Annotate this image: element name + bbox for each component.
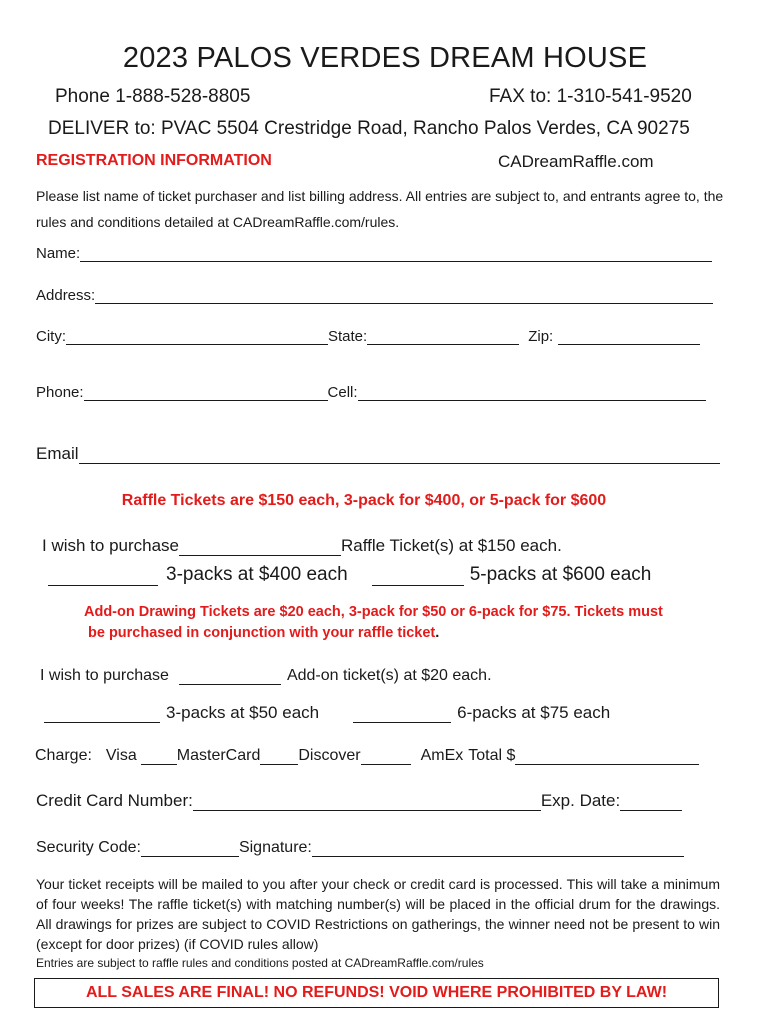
- addon-packs-row: [44, 703, 610, 723]
- receipt-paragraph: Your ticket receipts will be mailed to you after your check or credit card is processed. This will take a minimum of four weeks! The raffle ticket(s) with matching number(s) will be placed in the official drum for the drawings. All drawings for prizes are subject to COVID Restrictions on gatherings, the winner need not be present to win (except for door prizes) (if COVID rules allow): [36, 876, 720, 952]
- website-label: CADreamRaffle.com: [498, 152, 654, 171]
- raffle-5pack-label: 5-packs at $600 each: [469, 564, 652, 585]
- credit-card-line[interactable]: [193, 793, 541, 811]
- credit-card-label: Credit Card Number:: [36, 791, 193, 810]
- addon-3pack-label: 3-packs at $50 each: [166, 703, 320, 722]
- city-row: [36, 328, 700, 345]
- total-line[interactable]: [515, 749, 699, 765]
- phone-row: [36, 384, 706, 401]
- zip-label: Zip:: [528, 328, 554, 345]
- cell-label: Cell:: [327, 384, 358, 401]
- form-title: 2023 PALOS VERDES DREAM HOUSE: [122, 42, 648, 74]
- name-label: Name:: [36, 245, 81, 262]
- addon-wish-prefix: I wish to purchase: [40, 667, 169, 684]
- name-input-line[interactable]: [80, 246, 712, 262]
- charge-row: [35, 747, 699, 765]
- intro-text: Please list name of ticket purchaser and list billing address. All entries are subject to, and entrants agree to, the rules and conditions detailed at CADreamRaffle.com/rules.: [36, 188, 724, 230]
- addon-note-line1: Add-on Drawing Tickets are $20 each, 3-pack for $50 or 6-pack for $75. Tickets must: [84, 604, 663, 620]
- city-label: City:: [36, 328, 66, 345]
- exp-date-line[interactable]: [620, 793, 682, 811]
- security-code-label: Security Code:: [36, 839, 141, 856]
- address-label: Address:: [36, 287, 96, 304]
- signature-label: Signature:: [238, 839, 312, 856]
- state-input-line[interactable]: [367, 329, 519, 345]
- address-input-line[interactable]: [95, 288, 713, 304]
- raffle-wish-suffix: Raffle Ticket(s) at $150 each.: [341, 536, 562, 555]
- addon-3pack-line[interactable]: [44, 705, 160, 723]
- addon-quantity-line[interactable]: [179, 668, 281, 685]
- email-label: Email: [36, 444, 79, 463]
- phone-label: Phone:: [36, 384, 84, 401]
- raffle-wish-prefix: I wish to purchase: [42, 536, 180, 555]
- addon-6pack-line[interactable]: [353, 705, 451, 723]
- email-input-line[interactable]: [79, 446, 720, 464]
- registration-heading: REGISTRATION INFORMATION: [36, 152, 272, 169]
- charge-label: Charge:: [35, 747, 92, 764]
- addon-wish-row: [40, 667, 492, 685]
- rules-note: Entries are subject to raffle rules and conditions posted at CADreamRaffle.com/rules: [36, 956, 484, 970]
- cell-input-line[interactable]: [358, 385, 706, 401]
- security-row: [36, 839, 684, 857]
- raffle-packs-row: [48, 564, 651, 586]
- discover-line[interactable]: [361, 749, 411, 765]
- mastercard-label: MasterCard: [176, 747, 261, 764]
- discover-label: Discover: [298, 747, 361, 764]
- addon-note-line2-row: [88, 625, 439, 641]
- city-input-line[interactable]: [66, 329, 328, 345]
- signature-line[interactable]: [312, 840, 684, 857]
- phone-number: Phone 1-888-528-8805: [55, 86, 251, 107]
- raffle-3pack-label: 3-packs at $400 each: [166, 564, 348, 585]
- state-label: State:: [328, 328, 368, 345]
- addon-wish-suffix: Add-on ticket(s) at $20 each.: [286, 667, 492, 684]
- credit-card-row: [36, 791, 682, 811]
- raffle-5pack-line[interactable]: [372, 565, 464, 586]
- amex-label: AmEx: [420, 747, 464, 764]
- addon-note-line2: be purchased in conjunction with your raffle ticket: [88, 625, 436, 641]
- raffle-3pack-line[interactable]: [48, 565, 158, 586]
- addon-note-period: .: [435, 625, 440, 641]
- visa-line[interactable]: [141, 749, 177, 765]
- mastercard-line[interactable]: [260, 749, 298, 765]
- raffle-price-note: Raffle Tickets are $150 each, 3-pack for $400, or 5-pack for $600: [121, 492, 607, 509]
- zip-input-line[interactable]: [558, 329, 700, 345]
- email-row: [36, 444, 720, 464]
- raffle-wish-row: [42, 536, 562, 556]
- name-row: [36, 245, 712, 262]
- raffle-quantity-line[interactable]: [179, 538, 341, 556]
- exp-date-label: Exp. Date:: [540, 791, 621, 810]
- delivery-address: DELIVER to: PVAC 5504 Crestridge Road, Rancho Palos Verdes, CA 90275: [48, 118, 690, 139]
- final-sales-banner: ALL SALES ARE FINAL! NO REFUNDS! VOID WHERE PROHIBITED BY LAW!: [34, 978, 719, 1008]
- addon-6pack-label: 6-packs at $75 each: [457, 703, 611, 722]
- total-label: Total $: [468, 747, 516, 764]
- fax-number: FAX to: 1-310-541-9520: [489, 86, 692, 107]
- security-code-line[interactable]: [141, 840, 239, 857]
- phone-input-line[interactable]: [84, 385, 328, 401]
- address-row: [36, 287, 713, 304]
- visa-label: Visa: [105, 747, 137, 764]
